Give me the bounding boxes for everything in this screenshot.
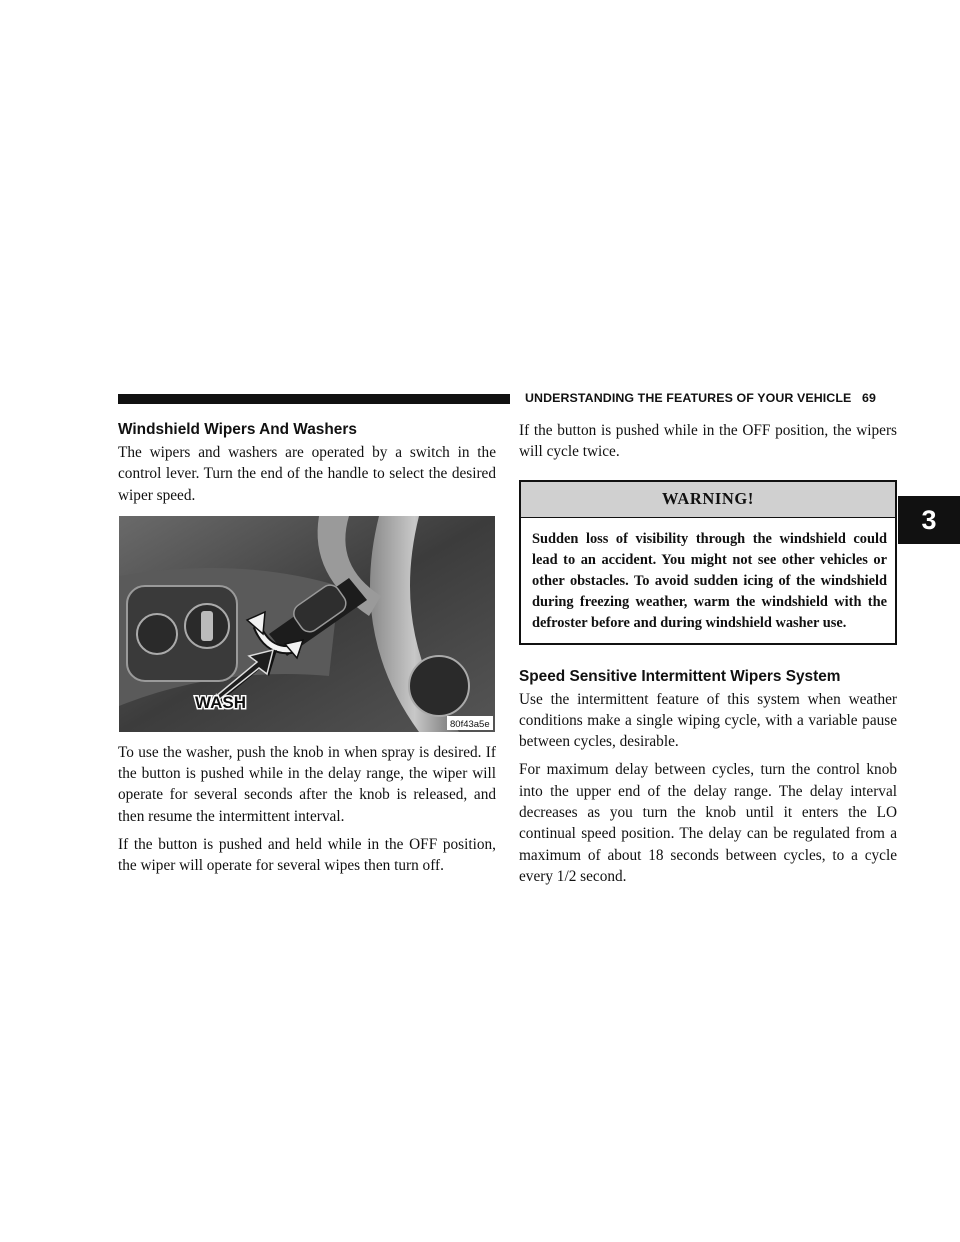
wash-label: WASH [195, 692, 246, 712]
wiper-lever-illustration [119, 516, 495, 732]
paragraph: The wipers and washers are operated by a switch in the control lever. Turn the end of the handle to select the desired wiper speed. [118, 444, 496, 504]
paragraph: If the button is pushed and held while in the OFF position, the wiper will operate for several wipes then turn off. [118, 836, 496, 875]
chapter-tab: 3 [898, 496, 960, 544]
warning-body: Sudden loss of visibility through the windshield could lead to an accident. You might not see other vehicles or other obstacles. To avoid sudden icing of the windshield during freezing weather, warm the windshield with the defroster before and during windshield washer use. [532, 530, 887, 631]
warning-box [519, 480, 897, 645]
figure-code: 80f43a5e [450, 718, 490, 730]
section-heading-intermittent: Speed Sensitive Intermittent Wipers System [519, 667, 841, 685]
warning-title: WARNING! [521, 482, 895, 518]
paragraph: To use the washer, push the knob in when spray is desired. If the button is pushed while in the delay range, the wiper will operate for several seconds after the knob is released, and then resume the intermittent interval. [118, 743, 496, 825]
left-column [118, 421, 496, 877]
paragraph: For maximum delay between cycles, turn the control knob into the upper end of the delay range. The delay interval decreases as you turn the knob until it enters the LO continual speed position. The delay can be regulated from a maximum of about 18 seconds between cycles, to a cycle every 1/2 second. [519, 761, 897, 885]
header-rule [118, 394, 510, 404]
wiper-control-figure [119, 516, 495, 732]
section-heading-wipers: Windshield Wipers And Washers [118, 421, 357, 438]
section-title: UNDERSTANDING THE FEATURES OF YOUR VEHICLE [525, 391, 852, 405]
page-number: 69 [862, 391, 876, 405]
paragraph: Use the intermittent feature of this system when weather conditions make a single wiping cycle, with a variable pause between cycles, desirable. [519, 690, 897, 751]
right-column [519, 420, 897, 887]
paragraph: If the button is pushed while in the OFF position, the wipers will cycle twice. [519, 422, 897, 461]
page-header [525, 391, 876, 405]
